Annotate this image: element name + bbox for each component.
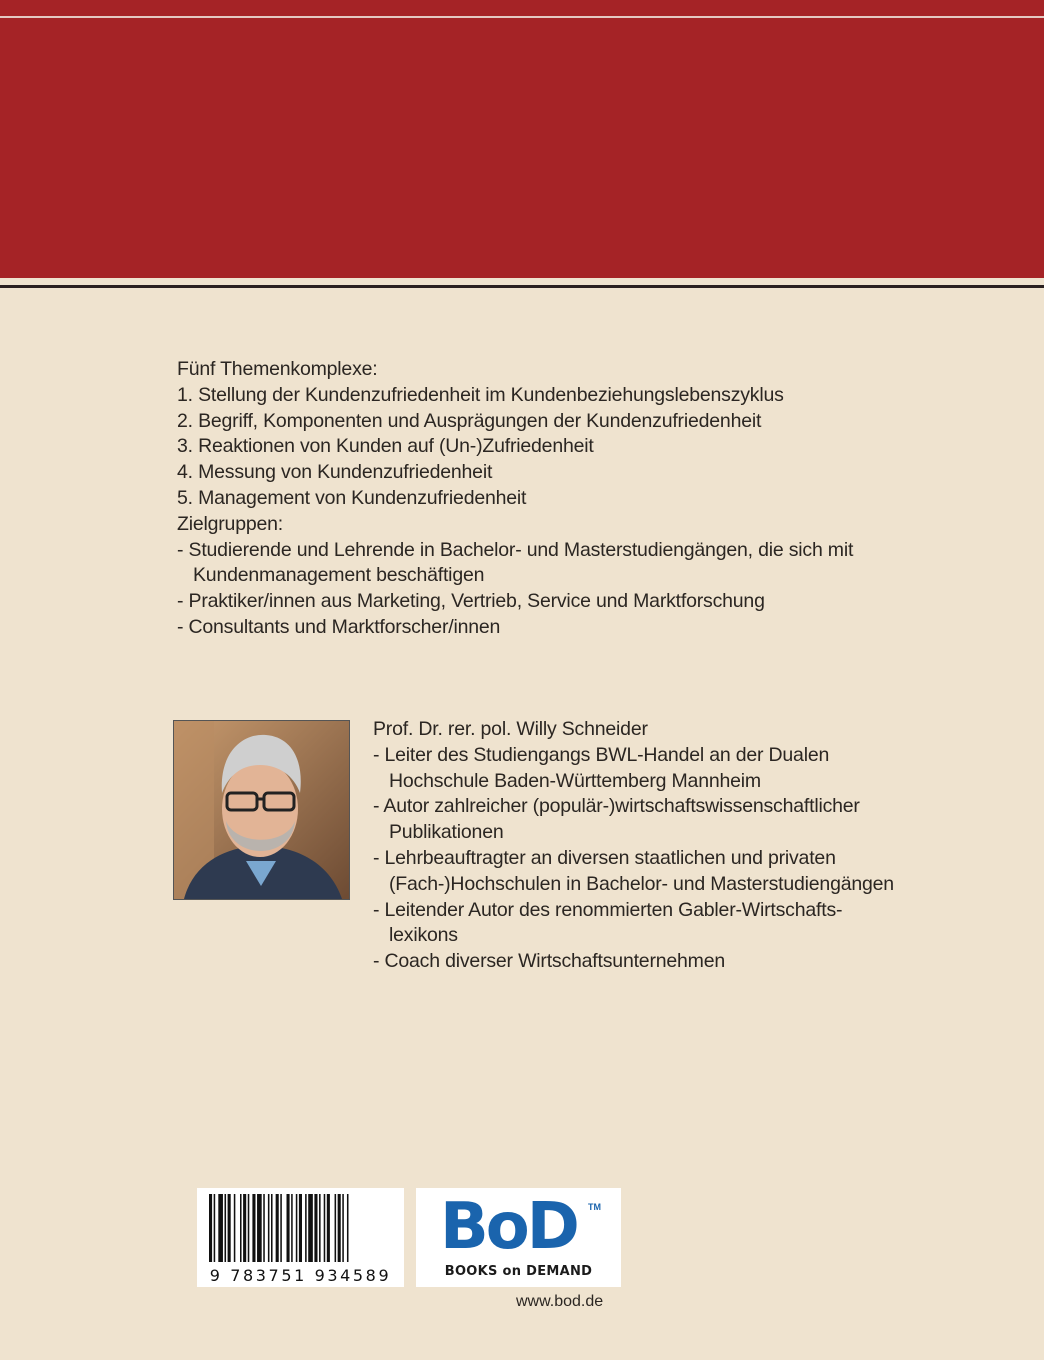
barcode-bar (257, 1194, 262, 1262)
banner-divider-line (0, 16, 1044, 18)
topic-item: 5. Management von Kundenzufriedenheit (177, 486, 527, 509)
barcode-bar (342, 1194, 344, 1262)
barcode-bar (252, 1194, 255, 1262)
bod-subtitle: BOOKS on DEMAND (444, 1264, 593, 1279)
audience-item: - Studierende und Lehrende in Bachelor- und Masterstudiengängen, die sich mit (177, 538, 854, 561)
author-photo (173, 720, 350, 900)
header-rule (0, 285, 1044, 288)
barcode-bars (197, 1188, 404, 1268)
author-section (373, 717, 1013, 975)
author-bullet-continuation: lexikons (389, 924, 458, 947)
barcode-bar (335, 1194, 337, 1262)
publisher-url[interactable]: www.bod.de (516, 1293, 604, 1310)
barcode-digits: 9 783751 934589 (209, 1266, 392, 1285)
barcode-bar (214, 1194, 216, 1262)
barcode-bar (243, 1194, 246, 1262)
portrait-illustration (174, 721, 349, 899)
publisher-logo (416, 1188, 621, 1287)
barcode-bar (218, 1194, 223, 1262)
bod-logo-text: BoD (440, 1190, 577, 1264)
barcode-bar (209, 1194, 212, 1262)
topic-item: 1. Stellung der Kundenzufriedenheit im Kundenbeziehungslebenszyklus (177, 383, 784, 406)
barcode-bar (271, 1194, 273, 1262)
audience-item: - Consultants und Marktforscher/innen (177, 615, 501, 638)
author-bullet: - Autor zahlreicher (populär-)wirtschaftswissenschaftlicher (373, 795, 860, 818)
barcode-bar (299, 1194, 302, 1262)
barcode-bar (240, 1194, 242, 1262)
audience-item-continuation: Kundenmanagement beschäftigen (193, 564, 485, 587)
audience-item: - Praktiker/innen aus Marketing, Vertrieb, Service und Marktforschung (177, 590, 765, 613)
topic-item: 2. Begriff, Komponenten und Ausprägungen der Kundenzufriedenheit (177, 409, 762, 432)
author-name: Prof. Dr. rer. pol. Willy Schneider (373, 718, 648, 740)
author-bullet: - Lehrbeauftragter an diversen staatlichen und privaten (373, 846, 836, 869)
author-bullet: - Leitender Autor des renommierten Gabler-Wirtschafts- (373, 898, 843, 921)
barcode-bar (225, 1194, 227, 1262)
barcode-bar (324, 1194, 326, 1262)
author-bullet: - Leiter des Studiengangs BWL-Handel an der Dualen (373, 743, 830, 766)
barcode-bar (327, 1194, 330, 1262)
topic-item: 3. Reaktionen von Kunden auf (Un-)Zufriedenheit (177, 435, 594, 458)
top-banner (0, 0, 1044, 278)
barcode-bar (228, 1194, 231, 1262)
barcode-bar (276, 1194, 279, 1262)
topics-heading: Fünf Themenkomplexe: (177, 358, 378, 380)
barcode-bar (234, 1194, 236, 1262)
author-bullet-continuation: Publikationen (389, 821, 504, 844)
topics-section (177, 357, 937, 641)
trademark-mark: TM (588, 1202, 601, 1212)
audience-heading: Zielgruppen: (177, 512, 284, 535)
barcode-bar (291, 1194, 293, 1262)
barcode-bar (319, 1194, 321, 1262)
barcode-bar (268, 1194, 270, 1262)
barcode-bar (338, 1194, 341, 1262)
barcode-bar (347, 1194, 349, 1262)
author-bullet-continuation: Hochschule Baden-Württemberg Mannheim (389, 769, 761, 792)
isbn-barcode (197, 1188, 404, 1287)
barcode-bar (308, 1194, 313, 1262)
author-bullet-continuation: (Fach-)Hochschulen in Bachelor- und Masterstudiengängen (389, 872, 894, 895)
topic-item: 4. Messung von Kundenzufriedenheit (177, 461, 493, 484)
barcode-bar (287, 1194, 290, 1262)
barcode-bar (314, 1194, 317, 1262)
barcode-bar (280, 1194, 282, 1262)
barcode-bar (305, 1194, 307, 1262)
barcode-bar (296, 1194, 298, 1262)
barcode-bar (263, 1194, 265, 1262)
barcode-bar (248, 1194, 250, 1262)
author-bullet: - Coach diverser Wirtschaftsunternehmen (373, 950, 726, 973)
